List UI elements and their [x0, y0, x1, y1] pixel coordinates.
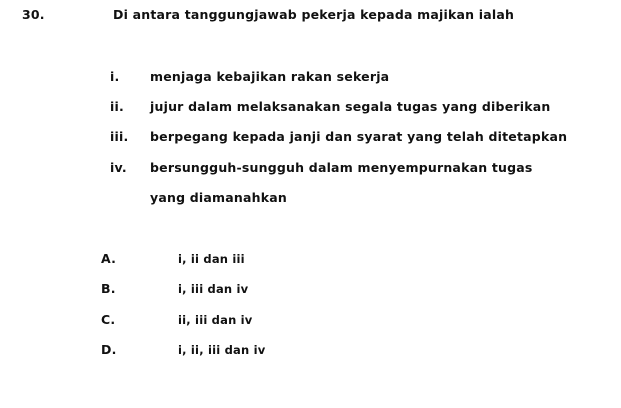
- option-text-d: i, ii, iii dan iv: [178, 343, 266, 357]
- statement-numeral-iii: iii.: [110, 129, 129, 144]
- option-text-b: i, iii dan iv: [178, 282, 249, 296]
- option-letter-a: A.: [101, 251, 117, 266]
- statement-text-ii: jujur dalam melaksanakan segala tugas yang diberikan: [150, 99, 551, 114]
- question-number: 30.: [22, 7, 45, 22]
- statement-numeral-ii: ii.: [110, 99, 124, 114]
- statement-numeral-iv: iv.: [110, 160, 127, 175]
- statement-text-iv-continuation: yang diamanahkan: [150, 190, 287, 205]
- question-stem: Di antara tanggungjawab pekerja kepada majikan ialah: [113, 7, 515, 22]
- option-letter-d: D.: [101, 342, 117, 357]
- statement-numeral-i: i.: [110, 69, 120, 84]
- option-text-c: ii, iii dan iv: [178, 313, 253, 327]
- option-letter-b: B.: [101, 281, 116, 296]
- statement-text-iii: berpegang kepada janji dan syarat yang telah ditetapkan: [150, 129, 568, 144]
- option-text-a: i, ii dan iii: [178, 252, 245, 266]
- statement-text-i: menjaga kebajikan rakan sekerja: [150, 69, 390, 84]
- option-letter-c: C.: [101, 312, 116, 327]
- statement-text-iv: bersungguh-sungguh dalam menyempurnakan tugas: [150, 160, 533, 175]
